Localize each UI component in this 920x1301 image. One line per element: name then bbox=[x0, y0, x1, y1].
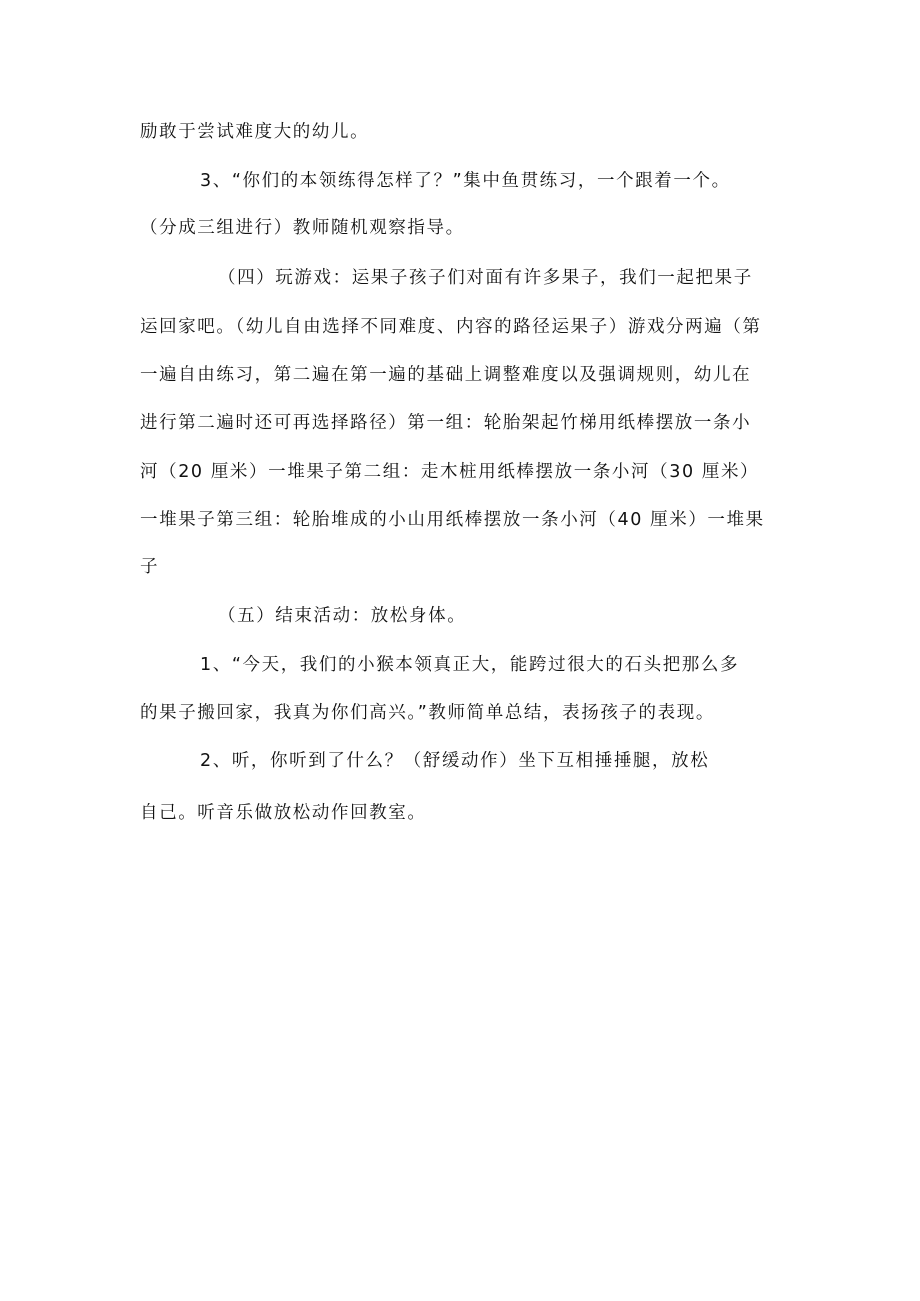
text-line-2: 3、“你们的本领练得怎样了？”集中鱼贯练习，一个跟着一个。 bbox=[200, 171, 731, 191]
text-line-5: 运回家吧。（幼儿自由选择不同难度、内容的路径运果子）游戏分两遍（第 bbox=[140, 317, 762, 337]
text-line-15: 自己。听音乐做放松动作回教室。 bbox=[140, 803, 427, 823]
text-line-14: 2、听，你听到了什么？（舒缓动作）坐下互相捶捶腿，放松 bbox=[200, 751, 710, 771]
text-line-13: 的果子搬回家，我真为你们高兴。”教师简单总结，表扬孩子的表现。 bbox=[140, 703, 715, 723]
text-line-9: 一堆果子第三组：轮胎堆成的小山用纸棒摆放一条小河（40 厘米）一堆果 bbox=[140, 510, 765, 530]
text-line-3: （分成三组进行）教师随机观察指导。 bbox=[140, 218, 465, 238]
text-line-11: （五）结束活动：放松身体。 bbox=[218, 606, 467, 626]
text-line-12: 1、“今天，我们的小猴本领真正大，能跨过很大的石头把那么多 bbox=[200, 655, 740, 675]
text-line-8: 河（20 厘米）一堆果子第二组：走木桩用纸棒摆放一条小河（30 厘米） bbox=[140, 462, 760, 482]
text-line-4: （四）玩游戏：运果子孩子们对面有许多果子，我们一起把果子 bbox=[218, 268, 753, 288]
text-line-10: 子 bbox=[140, 557, 160, 577]
text-line-7: 进行第二遍时还可再选择路径）第一组：轮胎架起竹梯用纸棒摆放一条小 bbox=[140, 413, 752, 433]
text-line-6: 一遍自由练习，第二遍在第一遍的基础上调整难度以及强调规则，幼儿在 bbox=[140, 365, 752, 385]
text-line-1: 励敢于尝试难度大的幼儿。 bbox=[140, 122, 370, 142]
